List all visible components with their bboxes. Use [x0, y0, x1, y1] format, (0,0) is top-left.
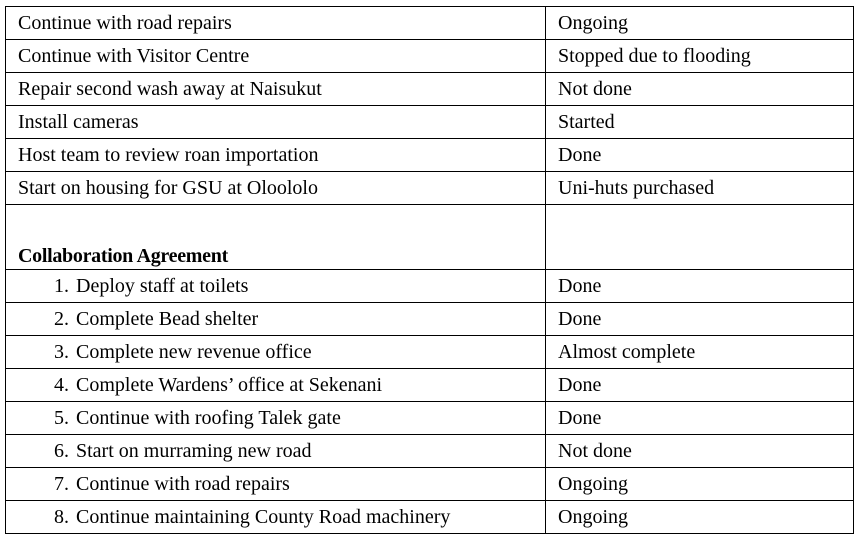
status-cell: Uni-huts purchased: [546, 172, 854, 205]
task-cell: [6, 402, 546, 435]
task-cell: Host team to review roan importation: [6, 139, 546, 172]
task-text: Complete Bead shelter: [76, 308, 259, 330]
task-cell: [6, 270, 546, 303]
task-text: Complete new revenue office: [76, 341, 312, 363]
item-number: 1.: [54, 275, 69, 297]
status-cell: Ongoing: [546, 501, 854, 534]
numbered-row: [6, 336, 854, 369]
status-cell: Done: [546, 270, 854, 303]
status-cell: Started: [546, 106, 854, 139]
task-status-table: [5, 6, 854, 534]
task-text: Deploy staff at toilets: [76, 275, 249, 297]
task-cell: Repair second wash away at Naisukut: [6, 73, 546, 106]
table-row: [6, 106, 854, 139]
status-cell: Done: [546, 303, 854, 336]
status-cell: Not done: [546, 435, 854, 468]
item-number: 7.: [54, 473, 69, 495]
numbered-row: [6, 435, 854, 468]
status-cell: Not done: [546, 73, 854, 106]
task-text: Complete Wardens’ office at Sekenani: [76, 374, 383, 396]
task-cell: [6, 336, 546, 369]
numbered-row: [6, 303, 854, 336]
status-cell: Done: [546, 402, 854, 435]
section-heading: Collaboration Agreement: [6, 205, 546, 270]
task-text: Continue maintaining County Road machinery: [76, 506, 451, 528]
task-cell: [6, 435, 546, 468]
status-cell: Almost complete: [546, 336, 854, 369]
item-number: 4.: [54, 374, 69, 396]
task-cell: Continue with Visitor Centre: [6, 40, 546, 73]
item-number: 6.: [54, 440, 69, 462]
task-cell: [6, 501, 546, 534]
table-row: [6, 40, 854, 73]
task-cell: Continue with road repairs: [6, 7, 546, 40]
task-cell: [6, 303, 546, 336]
status-cell: Done: [546, 369, 854, 402]
task-cell: [6, 468, 546, 501]
numbered-row: [6, 402, 854, 435]
item-number: 3.: [54, 341, 69, 363]
table-row: [6, 172, 854, 205]
table-row: [6, 7, 854, 40]
status-cell: Done: [546, 139, 854, 172]
status-cell: Ongoing: [546, 7, 854, 40]
table-row: [6, 73, 854, 106]
table-row: [6, 139, 854, 172]
section-heading-row: [6, 205, 854, 270]
item-number: 8.: [54, 506, 69, 528]
status-cell: Ongoing: [546, 468, 854, 501]
task-cell: Start on housing for GSU at Oloololo: [6, 172, 546, 205]
task-cell: Install cameras: [6, 106, 546, 139]
task-text: Continue with roofing Talek gate: [76, 407, 341, 429]
numbered-row: [6, 501, 854, 534]
status-cell: [546, 205, 854, 270]
numbered-row: [6, 369, 854, 402]
task-cell: [6, 369, 546, 402]
item-number: 2.: [54, 308, 69, 330]
status-cell: Stopped due to flooding: [546, 40, 854, 73]
numbered-row: [6, 468, 854, 501]
task-text: Start on murraming new road: [76, 440, 312, 462]
numbered-row: [6, 270, 854, 303]
item-number: 5.: [54, 407, 69, 429]
task-text: Continue with road repairs: [76, 473, 290, 495]
